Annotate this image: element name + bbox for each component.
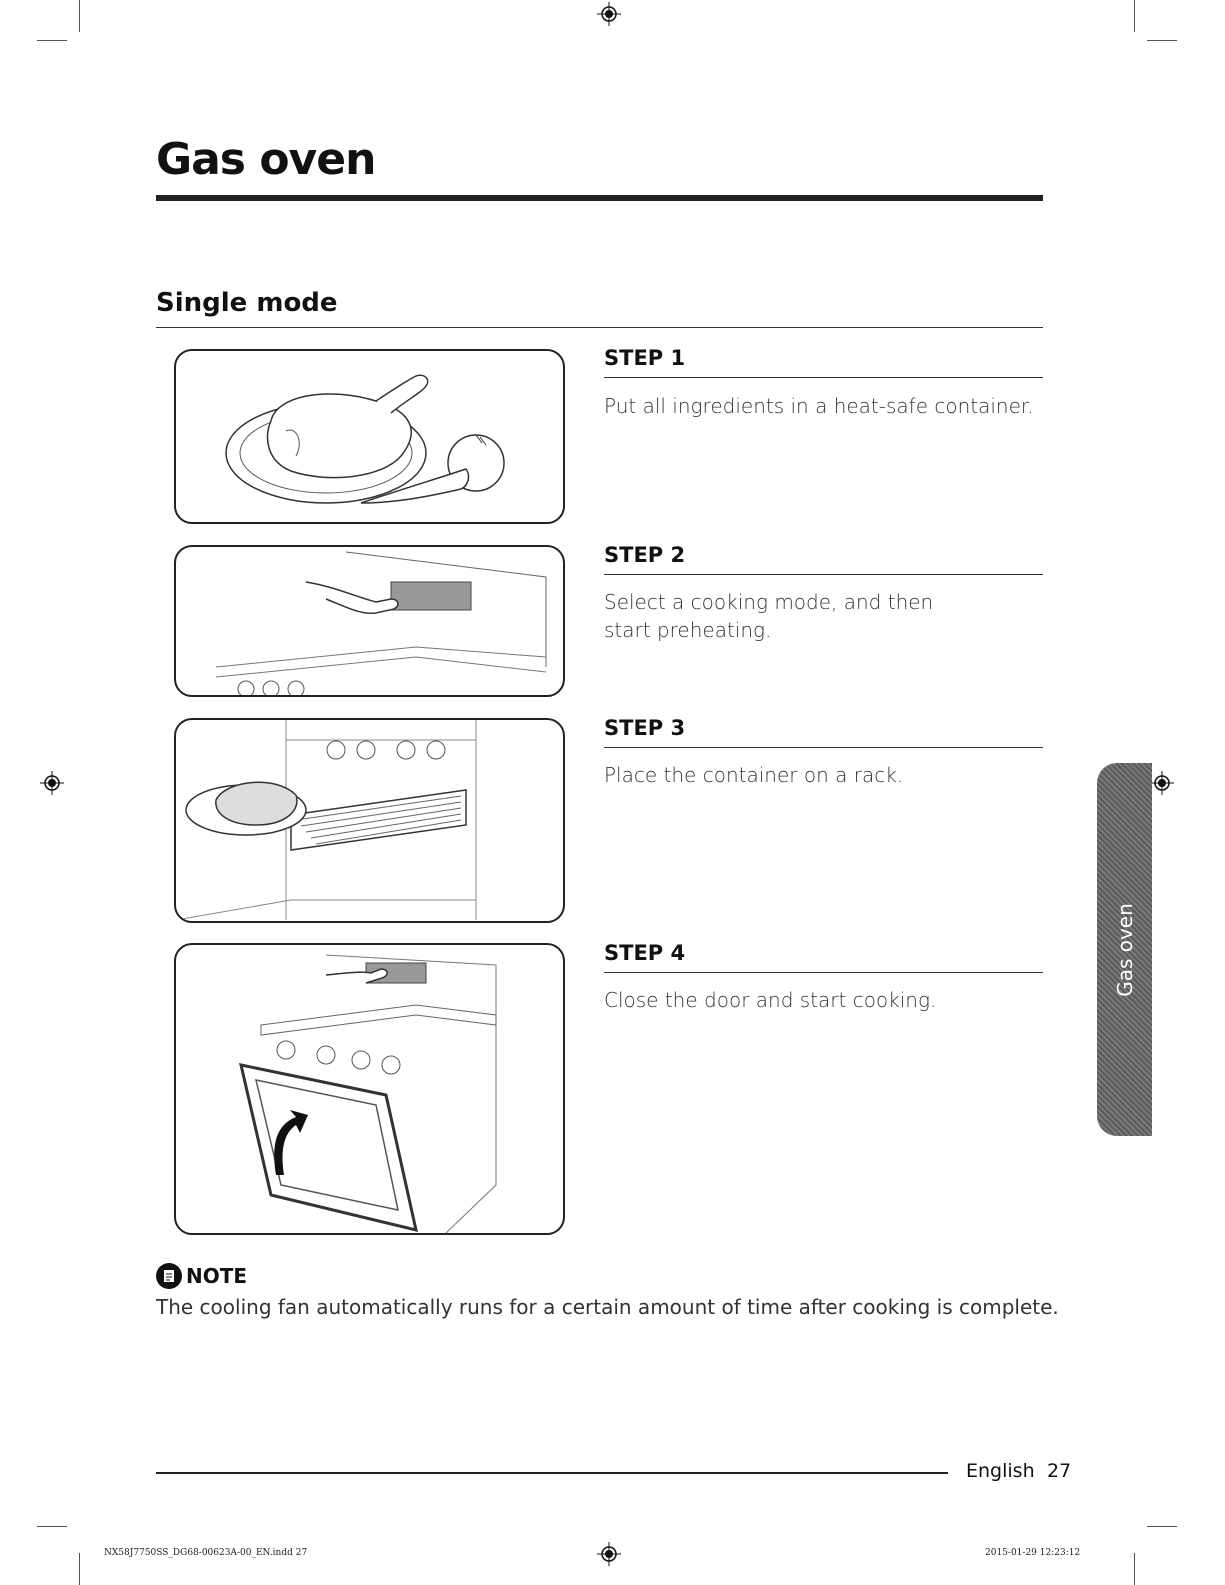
print-date-slug: 2015-01-29 12:23:12 [985,1548,1081,1558]
step-4-label: STEP 4 [604,941,686,965]
crop-mark [79,0,80,32]
registration-mark-icon [40,771,64,795]
step-2-rule [604,574,1043,575]
page-number: 27 [1047,1460,1072,1482]
print-file-slug: NX58J7750SS_DG68-00623A-00_EN.indd 27 [104,1548,308,1558]
step-1-rule [604,377,1043,378]
crop-mark [79,1553,80,1585]
footer-language: English [966,1460,1035,1482]
step-4-text: Close the door and start cooking. [604,988,937,1012]
crop-mark [37,40,67,41]
step-2-text: Select a cooking mode, and then start preheating. [604,590,934,642]
crop-mark [1147,1526,1177,1527]
step-2-label: STEP 2 [604,543,686,567]
crop-mark [37,1526,67,1527]
step-1-label: STEP 1 [604,346,686,370]
crop-mark [1134,0,1135,32]
side-tab-label: Gas oven [1112,902,1137,997]
step-3-illustration [174,718,565,923]
step-1-illustration [174,349,565,524]
section-title: Single mode [156,288,338,318]
footer-rule [156,1472,948,1474]
note-label: NOTE [186,1264,248,1288]
registration-mark-icon [597,2,621,26]
note-icon [156,1263,182,1289]
step-3-label: STEP 3 [604,716,686,740]
note-text: The cooling fan automatically runs for a certain amount of time after cooking is complete. [156,1295,1059,1319]
crop-mark [1147,40,1177,41]
registration-mark-icon [1150,771,1174,795]
step-4-illustration [174,943,565,1235]
title-rule [156,195,1043,201]
note-heading [156,1263,247,1289]
step-3-rule [604,747,1043,748]
section-rule [156,327,1043,328]
chapter-side-tab [1097,763,1152,1136]
registration-mark-icon [597,1542,621,1566]
step-4-rule [604,972,1043,973]
step-3-text: Place the container on a rack. [604,763,904,787]
step-1-text: Put all ingredients in a heat-safe container. [604,394,1034,418]
step-2-illustration [174,545,565,697]
crop-mark [1134,1553,1135,1585]
page-title: Gas oven [156,134,376,185]
